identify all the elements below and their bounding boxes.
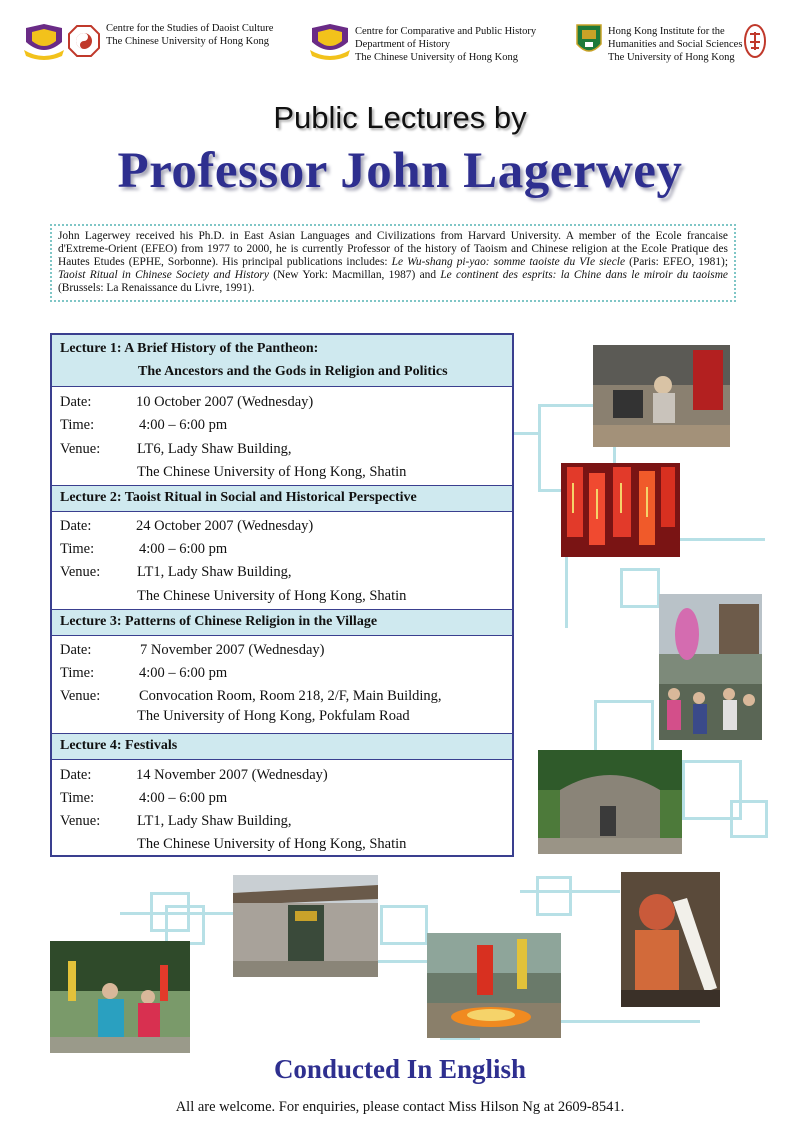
decor-square [620,568,660,608]
lecture-1-venue-line1: LT6, Lady Shaw Building, [137,441,292,457]
lecture-4-venue-line2: The Chinese University of Hong Kong, Shatin [137,836,407,852]
bio-text-3: (New York: Macmillan, 1987) and [268,269,441,281]
lecture-1-time-label: Time: [60,417,95,433]
decor-square [536,876,572,916]
lecture-3-time-label: Time: [60,665,95,681]
lecture-1-header [52,335,512,387]
lecture-schedule [50,333,514,857]
decor-square [682,760,742,820]
org-hkihss [608,25,742,64]
lecture-4-date: 14 November 2007 (Wednesday) [136,767,328,783]
lecture-4-date-label: Date: [60,767,92,783]
lecture-3-header [52,609,512,636]
lecture-4-time: 4:00 – 6:00 pm [139,790,228,806]
lecture-4-header [52,733,512,760]
lecture-4-venue-line1: LT1, Lady Shaw Building, [137,813,292,829]
lecture-2-date-label: Date: [60,518,92,534]
org2-line1: Centre for Comparative and Public History [355,26,537,37]
lecture-1-date-label: Date: [60,394,92,410]
org-daoist-culture [106,22,273,48]
bio-publication-1: Le Wu-shang pi-yao: somme taoiste du VIe siecle [391,256,626,268]
lecture-1-time: 4:00 – 6:00 pm [139,417,228,433]
lecture-3-date: 7 November 2007 (Wednesday) [140,642,325,658]
org3-line2: Humanities and Social Sciences [608,39,743,50]
lecture-3-venue-line2: The University of Hong Kong, Pokfulam Road [137,708,410,724]
photo-masked-performer [621,872,720,1007]
decor-square [380,905,428,945]
photo-red-banners [561,463,680,557]
lecture-2-venue-label: Venue: [60,564,101,580]
photo-ritual-altar [593,345,730,447]
org1-line1: Centre for the Studies of Daoist Culture [106,23,274,34]
lecture-3-venue-line1: Convocation Room, Room 218, 2/F, Main Building, [139,688,442,704]
org1-line2: The Chinese University of Hong Kong [106,36,270,47]
photo-ritual-fire [427,933,561,1038]
lecture-3-date-label: Date: [60,642,92,658]
lecture-3-time: 4:00 – 6:00 pm [139,665,228,681]
org3-line1: Hong Kong Institute for the [608,26,725,37]
lecture-2-venue-line1: LT1, Lady Shaw Building, [137,564,292,580]
org2-line2: Department of History [355,39,451,50]
lecture-2-title: Lecture 2: Taoist Ritual in Social and Historical Perspective [60,490,417,505]
photo-festival-dancers [50,941,190,1053]
title-public-lectures: Public Lectures by [273,100,527,135]
cuhk-crest-logo-2 [308,24,352,60]
photo-stone-tomb [538,750,682,854]
lecture-1-title: Lecture 1: A Brief History of the Pantheon: [60,341,319,356]
photo-village-crowd [659,594,762,740]
bio-text-2: (Paris: EFEO, 1981); [625,256,728,268]
hkihss-seal-logo [744,24,766,58]
daoist-centre-logo [68,25,100,57]
bio-publication-3: Le continent des esprits: la Chine dans le miroir du taoisme [440,269,728,281]
lecture-1-venue-label: Venue: [60,441,101,457]
bio-publication-2: Taoist Ritual in Chinese Society and History [58,269,269,281]
lecture-1-subtitle: The Ancestors and the Gods in Religion and Politics [138,364,448,379]
decor-line [514,432,538,435]
lecture-2-time: 4:00 – 6:00 pm [139,541,228,557]
org-public-history [355,25,536,64]
enquiry-contact: All are welcome. For enquiries, please contact Miss Hilson Ng at 2609-8541. [175,1099,625,1115]
title-professor-name: Professor John Lagerwey [117,143,683,199]
lecture-2-header [52,485,512,512]
lecture-4-venue-label: Venue: [60,813,101,829]
lecture-4-title: Lecture 4: Festivals [60,738,178,753]
photo-ancestral-hall [233,875,378,977]
lecture-4-time-label: Time: [60,790,95,806]
org3-line3: The University of Hong Kong [608,52,735,63]
bio-text-4: (Brussels: La Renaissance du Livre, 1991). [58,282,255,294]
lecture-2-venue-line2: The Chinese University of Hong Kong, Shatin [137,588,407,604]
conducted-in-english: Conducted In English [273,1054,527,1084]
lecture-3-venue-label: Venue: [60,688,101,704]
lecture-2-date: 24 October 2007 (Wednesday) [136,518,314,534]
decor-line [120,912,240,915]
org2-line3: The Chinese University of Hong Kong [355,52,519,63]
lecture-2-time-label: Time: [60,541,95,557]
hku-crest-logo [576,24,602,58]
lecture-1-venue-line2: The Chinese University of Hong Kong, Shatin [137,464,407,480]
decor-line [560,1020,700,1023]
biography-box [50,224,736,302]
bio-text-1: John Lagerwey received his Ph.D. in East Asian Languages and Civilizations from Harvard University. A member of the Ecole francaise d'Extreme-Orient (EFEO) from 1977 to 2000, he is currently Professor of the history of Taoism and Chinese religion at the Ecole Pratique des Hautes Etudes (EPHE, Sorbonne). His principal publications includes: [58,230,728,268]
cuhk-crest-logo-1 [22,24,66,60]
lecture-1-date: 10 October 2007 (Wednesday) [136,394,314,410]
decor-square [165,905,205,945]
lecture-3-title: Lecture 3: Patterns of Chinese Religion in the Village [60,614,378,629]
